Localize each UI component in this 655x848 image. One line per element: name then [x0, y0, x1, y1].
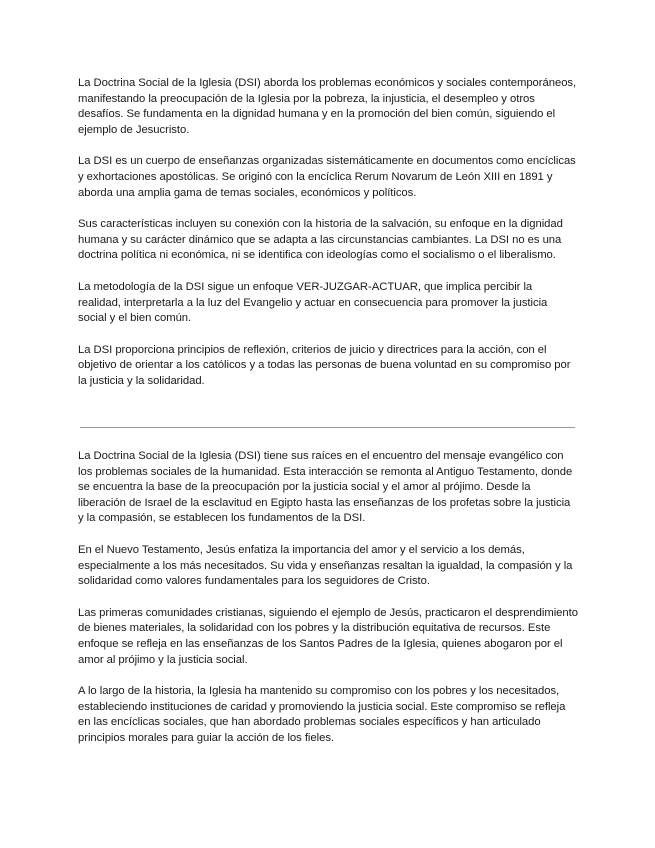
section-dsi-history [78, 449, 578, 763]
paragraph: A lo largo de la historia, la Iglesia ha mantenido su compromiso con los pobres y los necesitados, estableciendo instituciones de caridad y promoviendo la justicia social. Este compromiso se refleja en las encíclicas sociales, que han abordado problemas sociales específicos y han articulado principios morales para guiar la acción de los fieles. [78, 685, 566, 744]
section-dsi-overview [78, 76, 578, 406]
paragraph: La Doctrina Social de la Iglesia (DSI) tiene sus raíces en el encuentro del mensaje evangélico con los problemas sociales de la humanidad. Esta interacción se remonta al Antiguo Testamento, donde se encuentra la base de la preocupación por la justicia social y el amor al prójimo. Desde la liberación de Israel de la esclavitud en Egipto hasta las enseñanzas de los profetas sobre la justicia y la compasión, se establecen los fundamentos de la DSI. [78, 450, 573, 525]
paragraph: Las primeras comunidades cristianas, siguiendo el ejemplo de Jesús, practicaron el desprendimiento de bienes materiales, la solidaridad con los pobres y la distribución equitativa de recursos. Este enfoque se refleja en las enseñanzas de los Santos Padres de la Iglesia, quienes abogaron por el amor al prójimo y la justicia social. [78, 606, 578, 666]
paragraph: La metodología de la DSI sigue un enfoque VER-JUZGAR-ACTUAR, que implica percibir la realidad, interpretarla a la luz del Evangelio y actuar en consecuencia para promover la justicia social y el bien común. [78, 280, 548, 325]
horizontal-divider [80, 427, 575, 428]
paragraph: La DSI es un cuerpo de enseñanzas organizadas sistemáticamente en documentos como encíclicas y exhortaciones apostólicas. Se originó con la encíclica Rerum Novarum de León XIII en 1891 y aborda una amplia gama de temas sociales, económicos y políticos. [78, 155, 576, 199]
paragraph: En el Nuevo Testamento, Jesús enfatiza la importancia del amor y el servicio a los demás, especialmente a los más necesitados. Su vida y enseñanzas resaltan la igualdad, la compasión y la solidaridad como valores fundamentales para los seguidores de Cristo. [78, 543, 573, 588]
paragraph: La DSI proporciona principios de reflexión, criterios de juicio y directrices para la acción, con el objetivo de orientar a los católicos y a todas las personas de buena voluntad en su compromiso por la justicia y la solidaridad. [78, 343, 571, 387]
paragraph: La Doctrina Social de la Iglesia (DSI) aborda los problemas económicos y sociales contemporáneos, manifestando la preocupación de la Iglesia por la pobreza, la injusticia, el desempleo y otros desafíos. Se fundamenta en la dignidad humana y en la promoción del bien común, siguiendo el ejemplo de Jesucristo. [78, 77, 577, 136]
paragraph: Sus características incluyen su conexión con la historia de la salvación, su enfoque en la dignidad humana y su carácter dinámico que se adapta a las circunstancias cambiantes. La DSI no es una doctrina política ni económica, ni se identifica con ideologías como el socialismo o el liberalismo. [78, 218, 563, 262]
